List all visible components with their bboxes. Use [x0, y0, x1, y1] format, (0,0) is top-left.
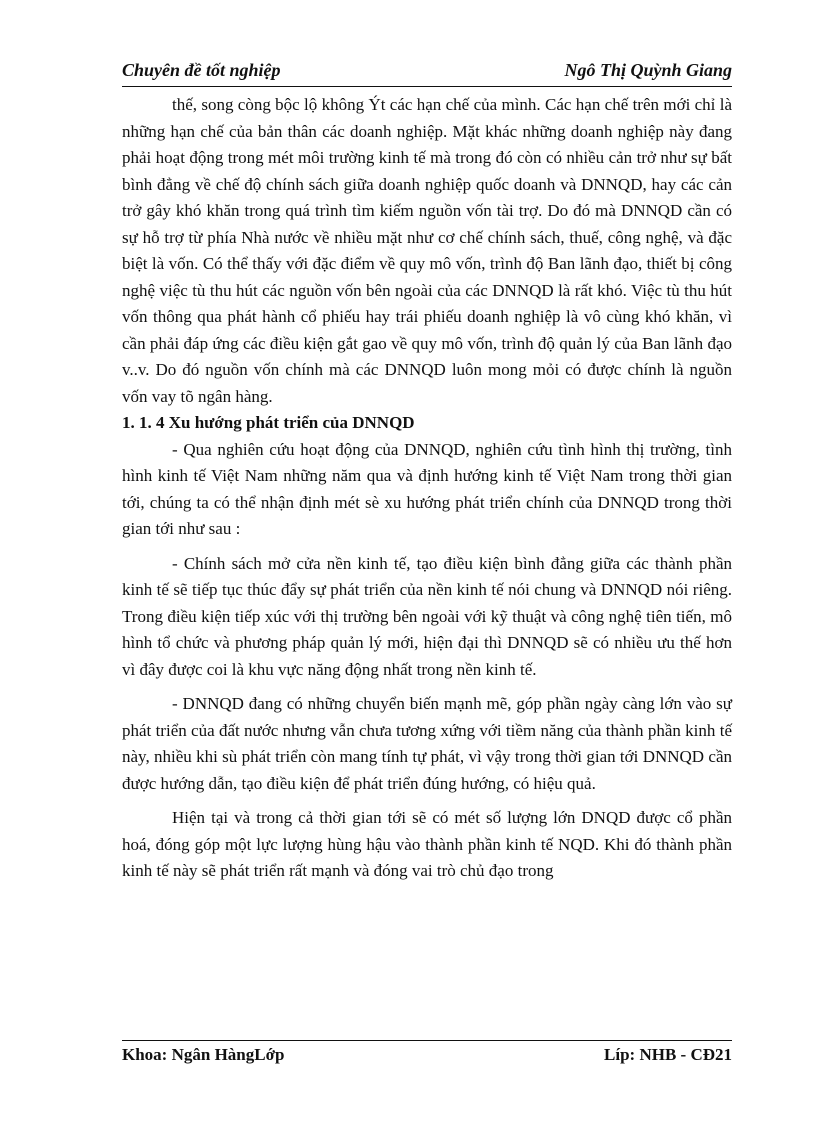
footer-class: Líp: NHB - CĐ21 — [604, 1045, 732, 1064]
header-document-title: Chuyên đề tốt nghiệp — [122, 60, 281, 80]
body-paragraph: Hiện tại và trong cả thời gian tới sẽ có mét số lượng lớn DNQD được cổ phần hoá, đóng góp một lực lượng hùng hậu vào thành phần kinh tế NQD. Khi đó thành phần kinh tế này sẽ phát triển rất mạnh và đóng vai trò chủ đạo trong — [122, 808, 732, 880]
footer-faculty: Khoa: Ngân HàngLớp — [122, 1045, 285, 1064]
section-heading: 1. 1. 4 Xu hướng phát triển của DNNQD — [122, 413, 415, 432]
bullet-paragraph: - DNNQD đang có những chuyển biến mạnh mẽ, góp phần ngày càng lớn vào sự phát triển của đất nước nhưng vẫn chưa tương xứng với tiềm năng của thành phần kinh tế này, nhiều khi sù phát triển còn mang tính tự phát, vì vậy trong thời gian tới DNNQD cần được hướng dẫn, tạo điều kiện để phát triển đúng hướng, có hiệu quả. — [122, 694, 732, 793]
header-author-name: Ngô Thị Quỳnh Giang — [564, 60, 732, 80]
page-header — [122, 58, 732, 87]
page-footer — [122, 1040, 732, 1071]
bullet-paragraph: - Chính sách mở cửa nền kinh tế, tạo điều kiện bình đẳng giữa các thành phần kinh tế sẽ tiếp tục thúc đẩy sự phát triển của nền kinh tế nói chung và DNNQD nói riêng. Trong điều kiện tiếp xúc với thị trường bên ngoài với kỹ thuật và công nghệ tiên tiến, mô hình tổ chức và phương pháp quản lý mới, hiện đại thì DNNQD sẽ có nhiều ưu thế hơn vì đây được coi là khu vực năng động nhất trong nền kinh tế. — [122, 553, 732, 679]
bullet-paragraph: - Qua nghiên cứu hoạt động của DNNQD, nghiên cứu tình hình thị trường, tình hình kinh tế Việt Nam những năm qua và định hướng kinh tế Việt Nam trong thời gian tới, chúng ta có thể nhận định mét sè xu hướng phát triển chính của DNNQD trong thời gian tới như sau : — [122, 439, 732, 538]
document-body — [122, 92, 732, 885]
body-paragraph: thế, song còng bộc lộ không Ýt các hạn chế của mình. Các hạn chế trên mới chỉ là những hạn chế của bản thân các doanh nghiệp. Mặt khác những doanh nghiệp này đang phải hoạt động trong mét môi trường kinh tế mà trong đó còn có nhiều cản trở như sự bất bình đẳng về chế độ chính sách giữa doanh nghiệp quốc doanh và DNNQD, hay các cản trở gây khó khăn trong quá trình tìm kiếm nguồn vốn tài trợ. Do đó mà DNNQD cần có sự hỗ trợ từ phía Nhà nước về nhiều mặt như cơ chế chính sách, thuế, công nghệ, và đặc biệt là vốn. Có thể thấy với đặc điểm về quy mô vốn, trình độ Ban lãnh đạo, thiết bị công nghệ việc tù thu hút các nguồn vốn bên ngoài của các DNNQD là rất khó. Việc tù thu hút vốn thông qua phát hành cổ phiếu hay trái phiếu doanh nghiệp là vô cùng khó khăn, vì cần phải đáp ứng các điều kiện gắt gao về quy mô vốn, trình độ quản lý của Ban lãnh đạo v..v. Do đó nguồn vốn chính mà các DNNQD luôn mong mỏi có được chính là nguồn vốn vay tõ ngân hàng. — [122, 95, 732, 406]
